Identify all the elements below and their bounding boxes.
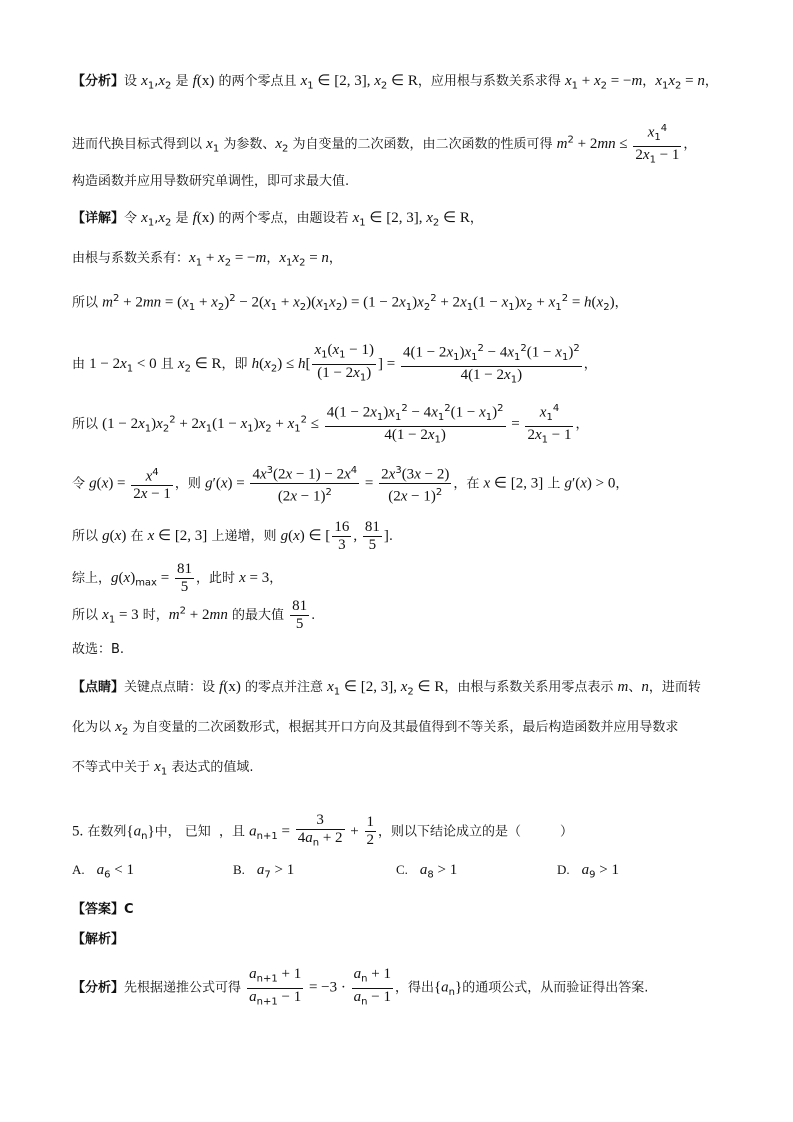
detail-line9: 所以 $x_1 = 3$ 时，$m^2 + 2mn$ 的最大值 $\frac{81}{5}$ . [72,598,316,632]
detail-line5: 所以 $(1 - 2x_1)x_2^2 + 2x_1(1 - x_1)x_2 + x_1^2$ ≤ $\frac{4(1 - 2x_1)x_1^2 - 4x_1^2(1 - x_1)^2}{4(1 - 2x_1)}$ = $\frac{x_1^4}{2x_1 - 1}$ ， [72,400,753,449]
detail-line6: 令 g(x) = $\frac{x^4}{2x - 1}$ ，则 g′(x) = $\frac{4x^3(2x - 1) - 2x^4}{(2x - 1)^2}$ = $\frac{2x^3(3x - 2)}{(2x - 1)^2}$ ，在 x ∈ [2, 3] 上 g′(x) > 0， [72,465,629,505]
detail-line1: 【详解】令 $x_1,x_2$ 是 f(x) 的两个零点，由题设若 $x_1$ ∈ [2, 3], $x_2$ ∈ R， [72,210,483,229]
detail-line7: 所以 g(x) 在 x ∈ [2, 3] 上递增，则 g(x) ∈ [ $\frac{16}{3}$ , $\frac{81}{5}$ ]. [72,519,393,553]
analysis1-tag: 【分析】 [72,74,125,89]
option-a: A. $a_6 < 1$ [72,862,134,881]
detail-line4: 由 $1 - 2x_1 < 0$ 且 $x_2$ ∈ R，即 $h(x_2) \le h$[ $\frac{x_1(x_1 - 1)}{(1 - 2x_1)}$ ] = $\frac{4(1 - 2x_1)x_1^2 - 4x_1^2(1 - x_1)^2}{4(1 - 2x_1)}$ ， [72,340,753,389]
detail-line10: 故选：B. [72,642,125,657]
option-c: C. $a_8 > 1$ [396,862,458,881]
analysis1-line3: 构造函数并应用导数研究单调性，即可求最大值. [72,174,350,189]
detail-line3: 所以 $m^2 + 2mn = (x_1 + x_2)^2 - 2(x_1 + x_2)(x_1x_2) = (1 - 2x_1)x_2^2 + 2x_1(1 - x_1)x_2 + x_1^2 = h(x_2)$， [72,293,628,313]
dianjing-line3: 不等式中关于 $x_1$ 表达式的值域. [72,759,254,778]
detail-line2: 由根与系数关系有：$x_1 + x_2 = -m$，$x_1x_2 = n$， [72,250,342,269]
detail-line8: 综上，$g(x)_{max}$ = $\frac{81}{5}$ ，此时 x = 3， [72,561,283,595]
dianjing-line1: 【点睛】关键点点睛：设 f(x) 的零点并注意 $x_1$ ∈ [2, 3], $x_2$ ∈ R，由根与系数关系用零点表示 m、n，进而转 [72,679,701,698]
analysis1-line2: 进而代换目标式得到以 $x_1$ 为参数、$x_2$ 为自变量的二次函数，由二次函数的性质可得 $m^2 + 2mn$ ≤ $\frac{x_1^4}{2x_1 - 1}$ ， [72,120,753,169]
analysis2-line: 【分析】先根据递推公式可得 $\frac{a_{n+1} + 1}{a_{n+1} - 1}$ = −3 · $\frac{a_n + 1}{a_n - 1}$ ，得出$\{a_n\}$的通项公式，从而验证得出答案. [72,966,753,1010]
jiexi-line: 【解析】 [72,932,125,947]
dianjing-tag: 【点睛】 [72,680,125,695]
detail-tag: 【详解】 [72,211,125,226]
analysis1-line1: 【分析】设 $x_1,x_2$ 是 f(x) 的两个零点且 $x_1$ ∈ [2, 3], $x_2$ ∈ R，应用根与系数关系求得 $x_1 + x_2 = -m$，$x_1x_2 = n$， [72,73,718,92]
answer-line: 【答案】C [72,902,134,917]
question5-stem: 5. 在数列$\{a_n\}$中， 已知 ，且 $a_{n+1}$ = $\frac{3}{4a_n + 2}$ + $\frac{1}{2}$ ，则以下结论成立的是（ ） [72,812,753,852]
option-d: D. $a_9 > 1$ [557,862,619,881]
analysis2-tag: 【分析】 [72,980,125,996]
option-b: B. $a_7 > 1$ [233,862,295,881]
dianjing-line2: 化为以 $x_2$ 为自变量的二次函数形式，根据其开口方向及其最值得到不等关系，最后构造函数并应用导数求 [72,719,679,738]
